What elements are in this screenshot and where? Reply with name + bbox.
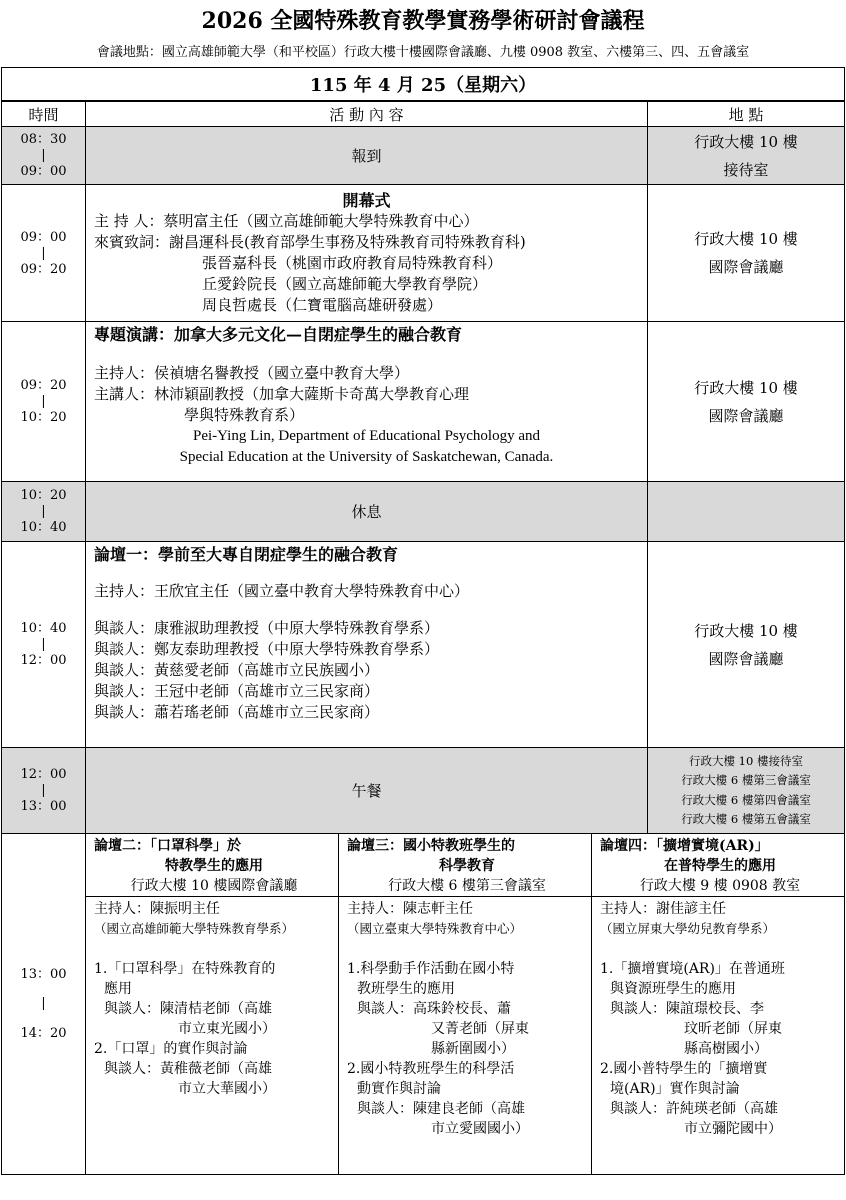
forum-host: 主持人：陳振明主任 (94, 901, 220, 917)
table-row (2, 482, 845, 542)
forum-item: 應用 (104, 981, 132, 997)
opening-guest: 丘愛鈴院長（國立高雄師範大學教育學院） (202, 275, 488, 293)
time-cell (2, 834, 86, 1175)
end-time: 09：00 (20, 164, 67, 179)
forum1-panelist: 與談人：康雅淑助理教授（中原大學特殊教育學系） (94, 619, 440, 637)
start-time: 13：00 (20, 967, 67, 982)
forum-column (591, 834, 844, 1174)
activity-cell (86, 542, 648, 748)
forum-panelist: 與談人：許純瑛老師（高雄 (610, 1101, 778, 1117)
time-cell (2, 482, 86, 542)
forum-host-org: （國立臺東大學特殊教育中心） (347, 921, 523, 936)
location-line: 行政大樓 10 樓 (694, 378, 798, 397)
time-cell (2, 748, 86, 834)
forum-panelist: 與談人：黃稚薇老師（高雄 (104, 1061, 272, 1077)
forum-body (339, 897, 591, 1139)
keynote-host: 主持人：侯禎塘名譽教授（國立臺中教育大學） (94, 364, 410, 382)
forum-column (338, 834, 591, 1174)
activity-cell (86, 322, 648, 482)
activity-cell: 休息 (86, 482, 648, 542)
forum-host: 主持人：謝佳諺主任 (600, 901, 726, 917)
forum-item: 教班學生的應用 (357, 981, 455, 997)
forum-header (86, 834, 338, 897)
date-header: 115 年 4 月 25（星期六） (2, 68, 845, 102)
location-line: 接待室 (723, 160, 769, 179)
time-cell (2, 542, 86, 748)
time-separator: | (41, 245, 46, 261)
parallel-forums-cell (86, 834, 845, 1175)
location-cell (648, 542, 845, 748)
forum-room: 行政大樓 9 樓 0908 教室 (639, 878, 801, 894)
start-time: 10：20 (20, 488, 67, 503)
location-line: 行政大樓 10 樓 (694, 230, 798, 248)
page-title: 2026 全國特殊教育教學實務學術研討會議程 (201, 8, 645, 34)
forum1-panelist: 與談人：王冠中老師（高雄市立三民家商） (94, 682, 380, 700)
location-line: 行政大樓 6 樓第四會議室 (681, 792, 811, 807)
location-cell (648, 185, 845, 322)
end-time: 12：00 (20, 653, 67, 668)
time-cell (2, 322, 86, 482)
time-separator: | (41, 504, 46, 519)
keynote-speaker: 主講人：林沛穎副教授（加拿大薩斯卡奇萬大學教育心理 (94, 385, 470, 403)
forum-host: 主持人：陳志軒主任 (347, 901, 473, 917)
forum-title: 特教學生的應用 (165, 858, 263, 874)
keynote-speaker-en: Special Education at the University of Saskatchewan, Canada. (179, 449, 554, 465)
agenda-table (1, 67, 845, 1175)
forum-panelist: 縣新圍國小） (431, 1041, 515, 1057)
end-time: 14：20 (20, 1026, 67, 1041)
forum-room: 行政大樓 10 樓國際會議廳 (130, 878, 298, 894)
forum-panelist: 與談人：陳建良老師（高雄 (357, 1101, 525, 1117)
location-cell (648, 127, 845, 185)
forum-item: 2.「口罩」的實作與討論 (94, 1041, 248, 1057)
forum-item: 2.國小普特學生的「擴增實 (600, 1061, 768, 1077)
time-separator: | (41, 148, 46, 163)
opening-host: 主 持 人：蔡明富主任（國立高雄師範大學特殊教育中心） (94, 212, 479, 230)
forum-panelist: 市立東光國小） (178, 1021, 276, 1037)
forum-body (86, 897, 338, 1099)
location-cell (648, 482, 845, 542)
time-separator: | (41, 394, 46, 409)
forum-panelist: 與談人：陳清桔老師（高雄 (104, 1001, 272, 1017)
forum-item: 1.「口罩科學」在特殊教育的 (94, 961, 276, 977)
forum-panelist: 市立愛國國小） (431, 1121, 529, 1137)
forum-title: 科學教育 (439, 858, 495, 874)
forum-title: 論壇三：國小特教班學生的 (347, 838, 515, 854)
venue-line: 會議地點：國立高雄師範大學（和平校區）行政大樓十樓國際會議廳、九樓 0908 教室、六樓第三、四、五會議室 (96, 45, 750, 60)
start-time: 10：40 (20, 621, 67, 636)
table-row (2, 834, 845, 1175)
table-row (2, 542, 845, 748)
time-separator: | (41, 637, 46, 652)
column-headers (2, 101, 845, 127)
activity-cell: 報到 (86, 127, 648, 185)
forum-item: 1.科學動手作活動在國小特 (347, 961, 515, 977)
keynote-speaker-en: Pei-Ying Lin, Department of Educational Psychology and (192, 428, 540, 444)
forum-title: 論壇二：「口罩科學」於 (94, 838, 241, 854)
forum-panelist: 玟昕老師（屏東 (684, 1021, 782, 1037)
opening-guest: 來賓致詞：謝昌運科長(教育部學生事務及特殊教育司特殊教育科) (94, 233, 526, 251)
time-cell (2, 127, 86, 185)
time-separator: | (41, 783, 46, 798)
parallel-forums (86, 834, 844, 1174)
table-row (2, 127, 845, 185)
forum-panelist: 市立大華國小） (178, 1081, 276, 1097)
forum-panelist: 與談人：高珠鈴校長、蕭 (357, 1001, 511, 1017)
forum-item: 1.「擴增實境(AR)」在普通班 (600, 961, 785, 977)
end-time: 09：20 (20, 261, 67, 277)
forum-title: 在普特學生的應用 (664, 858, 776, 874)
activity-cell (86, 185, 648, 322)
header-activity: 活 動 內 容 (86, 101, 648, 127)
location-line: 行政大樓 10 樓 (694, 621, 798, 640)
start-time: 08：30 (20, 132, 67, 147)
forum-item: 2.國小特教班學生的科學活 (347, 1061, 515, 1077)
forum-body (592, 897, 844, 1139)
table-row (2, 185, 845, 322)
forum-header (339, 834, 591, 897)
forum-item: 與資源班學生的應用 (610, 981, 736, 997)
location-cell (648, 322, 845, 482)
keynote-speaker-cont: 學與特殊教育系） (184, 406, 305, 424)
forum-panelist: 縣高樹國小） (684, 1041, 768, 1057)
time-cell (2, 185, 86, 322)
location-cell (648, 748, 845, 834)
start-time: 09：00 (20, 229, 67, 245)
location-line: 行政大樓 6 樓第五會議室 (681, 812, 811, 826)
location-line: 國際會議廳 (708, 649, 784, 668)
keynote-title: 專題演講：加拿大多元文化—自閉症學生的融合教育 (94, 325, 463, 344)
forum-panelist: 市立彌陀國中） (684, 1121, 782, 1137)
location-line: 行政大樓 6 樓第三會議室 (681, 773, 811, 787)
forum-column (86, 834, 338, 1174)
forum-host-org: （國立高雄師範大學特殊教育學系） (94, 921, 295, 936)
table-row (2, 748, 845, 834)
opening-guest: 周良哲處長（仁寶電腦高雄研發處） (202, 296, 443, 314)
activity-cell: 午餐 (86, 748, 648, 834)
forum-item: 動實作與討論 (357, 1081, 441, 1097)
header-location: 地 點 (648, 101, 845, 127)
forum1-panelist: 與談人：黃慈愛老師（高雄市立民族國小） (94, 661, 380, 679)
forum-item: 境(AR)」實作與討論 (610, 1081, 740, 1097)
forum-host-org: （國立屏東大學幼兒教育學系） (600, 921, 776, 936)
forum-panelist: 又菁老師（屏東 (431, 1021, 529, 1037)
start-time: 12：00 (20, 767, 67, 782)
opening-guest: 張晉嘉科長（桃園市政府教育局特殊教育科） (202, 254, 503, 272)
forum-room: 行政大樓 6 樓第三會議室 (388, 878, 546, 894)
forum1-panelist: 與談人：鄭友泰助理教授（中原大學特殊教育學系） (94, 640, 440, 658)
location-line: 國際會議廳 (708, 258, 784, 276)
forum-panelist: 與談人：陳誼璟校長、李 (610, 1001, 764, 1017)
end-time: 10：20 (20, 410, 67, 425)
forum-title: 論壇四：「擴增實境(AR)」 (600, 838, 769, 854)
time-separator: | (41, 996, 46, 1011)
table-row (2, 322, 845, 482)
location-line: 國際會議廳 (708, 406, 784, 425)
forum1-panelist: 與談人：蕭若瑤老師（高雄市立三民家商） (94, 703, 380, 721)
forum-header (592, 834, 844, 897)
location-line: 行政大樓 10 樓 (694, 132, 798, 151)
end-time: 10：40 (20, 520, 67, 535)
forum1-host: 主持人：王欣宜主任（國立臺中教育大學特殊教育中心） (94, 582, 470, 600)
end-time: 13：00 (20, 799, 67, 814)
header-time: 時間 (2, 101, 86, 127)
location-line: 行政大樓 10 樓接待室 (689, 753, 803, 768)
start-time: 09：20 (20, 378, 67, 393)
opening-title: 開幕式 (342, 191, 391, 210)
forum1-title: 論壇一：學前至大專自閉症學生的融合教育 (94, 545, 399, 564)
